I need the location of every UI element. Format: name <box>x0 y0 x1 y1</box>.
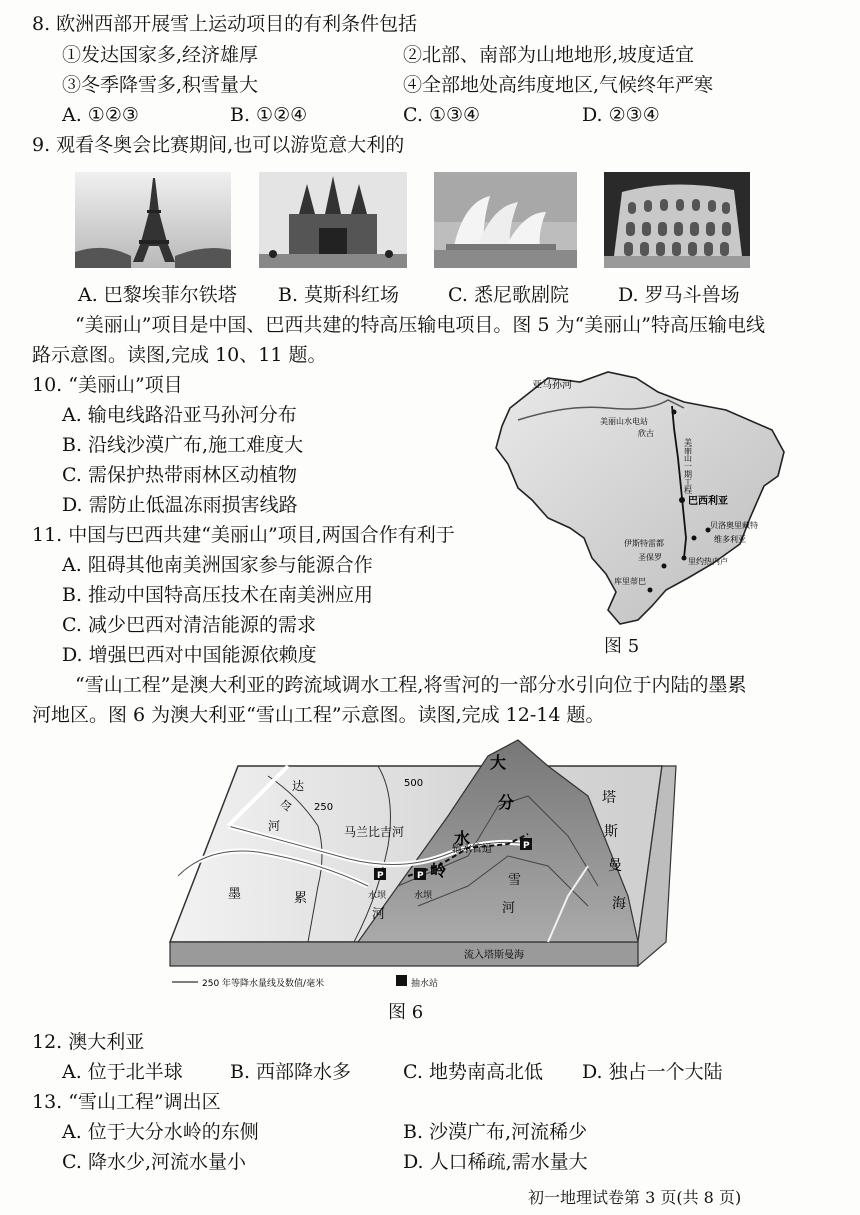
snowy-label-2: 河 <box>502 901 516 916</box>
pump-legend-icon <box>396 975 407 986</box>
q12-option-b: B. 西部降水多 <box>230 1061 352 1083</box>
q9-option-a: A. 巴黎埃菲尔铁塔 <box>78 284 237 306</box>
pump-station-1-icon: P <box>377 871 384 881</box>
q11-option-b: B. 推动中国特高压技术在南美洲应用 <box>62 584 374 606</box>
q12-option-a: A. 位于北半球 <box>62 1061 183 1083</box>
q8-option-b: B. ①②④ <box>230 104 308 126</box>
q8-stem: 8. 欧洲西部开展雪上运动项目的有利条件包括 <box>32 13 418 35</box>
brasilia-label: 巴西利亚 <box>688 496 728 507</box>
xingu-label: 欣古 <box>638 429 654 438</box>
colosseum-photo <box>604 172 750 268</box>
murray-label-1: 墨 <box>228 887 242 902</box>
intro6-line1: “雪山工程”是澳大利亚的跨流域调水工程,将雪河的一部分水引向位于内陆的墨累 <box>75 674 747 696</box>
q13-option-c: C. 降水少,河流水量小 <box>62 1151 246 1173</box>
eiffel-tower-photo <box>75 172 231 268</box>
range-label-1: 大 <box>490 753 507 772</box>
tasman-label-3: 曼 <box>608 858 622 874</box>
darling-label-1: 达 <box>292 779 305 793</box>
vitoria-label: 维多利亚 <box>714 535 746 544</box>
intro6-line2: 河地区。图 6 为澳大利亚“雪山工程”示意图。读图,完成 12-14 题。 <box>32 704 605 726</box>
isohyet-legend-label: 250 年等降水量线及数值/毫米 <box>202 979 325 989</box>
q9-stem: 9. 观看冬奥会比赛期间,也可以游览意大利的 <box>32 134 405 156</box>
murrumbidgee-label: 马兰比吉河 <box>344 825 405 839</box>
q13-option-d: D. 人口稀疏,需水量大 <box>403 1151 588 1173</box>
dam-label-1: 水坝 <box>368 891 387 901</box>
q8-option-c: C. ①③④ <box>403 104 481 126</box>
murray-label-2: 累 <box>294 891 308 906</box>
q11-option-d: D. 增强巴西对中国能源依赖度 <box>62 644 317 666</box>
q8-statement-1: ①发达国家多,经济雄厚 <box>62 44 259 66</box>
figure-5-caption: 图 5 <box>604 636 640 657</box>
intro5-line1: “美丽山”项目是中国、巴西共建的特高压输电项目。图 5 为“美丽山”特高压输电线 <box>75 314 766 336</box>
rio-label: 里约热内卢 <box>688 557 728 566</box>
q8-option-d: D. ②③④ <box>582 104 660 126</box>
darling-label-3: 河 <box>268 819 281 833</box>
figure-6-caption: 图 6 <box>388 1002 424 1023</box>
snowy-label-1: 雪 <box>508 873 522 888</box>
q12-option-c: C. 地势南高北低 <box>403 1061 543 1083</box>
pump-station-2-icon: P <box>417 871 424 881</box>
figure-6-snowy-scheme <box>168 736 678 994</box>
q8-option-a: A. ①②③ <box>62 104 139 126</box>
dam-label-2: 水坝 <box>414 891 433 901</box>
q9-option-c: C. 悉尼歌剧院 <box>448 284 569 306</box>
isohyet-500-label: 500 <box>404 778 424 789</box>
belo-monte-plant-label: 美丽山水电站 <box>600 417 648 426</box>
q9-option-b: B. 莫斯科红场 <box>278 284 400 306</box>
q10-option-b: B. 沿线沙漠广布,施工难度大 <box>62 434 304 456</box>
pump-legend-label: 抽水站 <box>411 979 439 989</box>
q9-option-d: D. 罗马斗兽场 <box>618 284 740 306</box>
q10-stem: 10. “美丽山”项目 <box>32 374 183 396</box>
isohyet-250-label: 250 <box>314 802 334 813</box>
q13-option-a: A. 位于大分水岭的东侧 <box>62 1121 259 1143</box>
red-square-photo <box>259 172 407 268</box>
intro5-line2: 路示意图。读图,完成 10、11 题。 <box>32 344 327 366</box>
q10-option-c: C. 需保护热带雨林区动植物 <box>62 464 297 486</box>
page-footer: 初一地理试卷第 3 页(共 8 页) <box>528 1188 742 1207</box>
q11-stem: 11. 中国与巴西共建“美丽山”项目,两国合作有利于 <box>32 524 455 546</box>
outflow-label: 流入塔斯曼海 <box>464 950 524 961</box>
darling-label-2: 令 <box>280 799 293 813</box>
q12-stem: 12. 澳大利亚 <box>32 1031 145 1053</box>
tasman-label-4: 海 <box>612 896 626 912</box>
q12-option-d: D. 独占一个大陆 <box>582 1061 723 1083</box>
q10-option-a: A. 输电线路沿亚马孙河分布 <box>62 404 297 426</box>
q8-statement-4: ④全部地处高纬度地区,气候终年严寒 <box>403 74 714 96</box>
curitiba-label: 库里蒂巴 <box>614 577 646 586</box>
tasman-label-2: 斯 <box>604 824 618 840</box>
q13-option-b: B. 沙漠广布,河流稀少 <box>403 1121 588 1143</box>
range-label-3: 水 <box>454 829 471 848</box>
q11-option-a: A. 阻碍其他南美洲国家参与能源合作 <box>62 554 373 576</box>
pipeline-label: 输水管道 <box>452 844 492 855</box>
sao-paulo-label: 圣保罗 <box>638 553 662 562</box>
sydney-opera-house-photo <box>434 172 577 268</box>
range-label-2: 分 <box>498 793 515 812</box>
tasman-label-1: 塔 <box>602 790 616 806</box>
q11-option-c: C. 减少巴西对清洁能源的需求 <box>62 614 316 636</box>
belo-horizonte-label: 贝洛奥里藏特 <box>710 521 758 530</box>
q8-statement-2: ②北部、南部为山地地形,坡度适宜 <box>403 44 695 66</box>
q13-stem: 13. “雪山工程”调出区 <box>32 1091 221 1113</box>
pump-station-3-icon: P <box>523 841 530 851</box>
q8-statement-3: ③冬季降雪多,积雪量大 <box>62 74 259 96</box>
murray-label-3: 河 <box>372 907 386 922</box>
line-label: 美丽山一期工程 <box>683 438 693 494</box>
figure-5-brazil-map <box>488 368 788 630</box>
estreito-label: 伊斯特雷都 <box>624 539 664 548</box>
q10-option-d: D. 需防止低温冻雨损害线路 <box>62 494 298 516</box>
range-label-4: 岭 <box>430 861 447 880</box>
amazon-label: 亚马孙河 <box>532 380 572 391</box>
